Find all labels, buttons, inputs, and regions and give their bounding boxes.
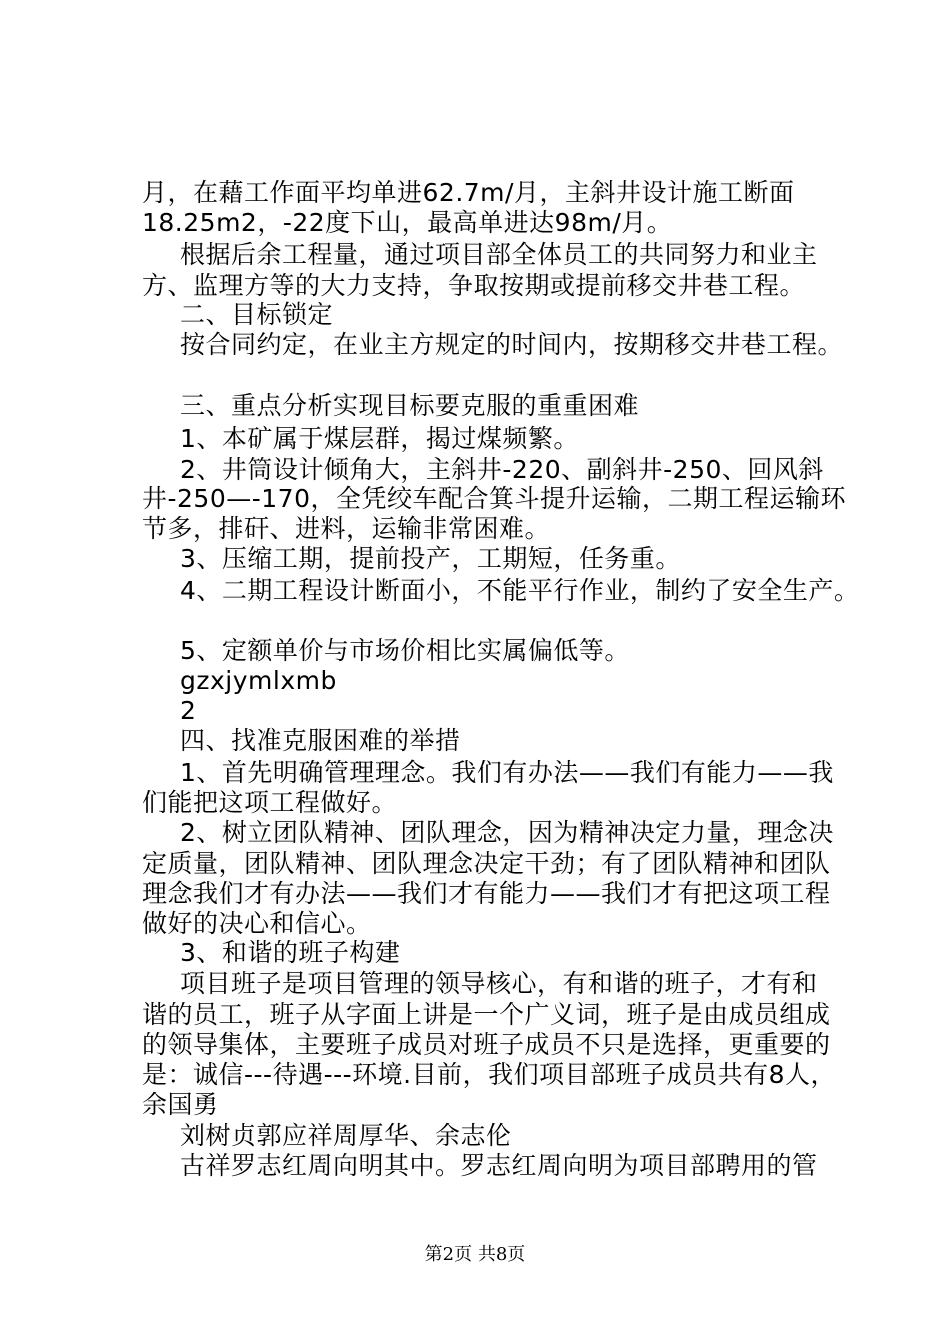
- list-item: 2、树立团队精神、团队理念，因为精神决定力量，理念决: [180, 818, 834, 847]
- text-line: 节多，排矸、进料，运输非常困难。: [142, 514, 551, 543]
- text-line: 做好的决心和信心。: [142, 909, 372, 938]
- text-line: 定质量，团队精神、团队理念决定干劲；有了团队精神和团队: [142, 849, 831, 878]
- text-line: 项目班子是项目管理的领导核心，有和谐的班子，才有和: [180, 969, 818, 998]
- list-item: 1、首先明确管理理念。我们有办法——我们有能力——我: [180, 758, 834, 787]
- text-line: 古祥罗志红周向明其中。罗志红周向明为项目部聘用的管: [180, 1151, 818, 1180]
- list-item: 5、定额单价与市场价相比实属偏低等。: [180, 636, 630, 665]
- text-line: 井-250—-170，全凭绞车配合箕斗提升运输，二期工程运输环: [142, 484, 846, 513]
- text-line: 2: [180, 696, 197, 725]
- section-heading: 二、目标锁定: [180, 300, 334, 329]
- text-line: 理念我们才有办法——我们才有能力——我们才有把这项工程: [142, 879, 831, 908]
- text-line: 刘树贞郭应祥周厚华、余志伦: [180, 1121, 512, 1150]
- text-line: 谐的员工，班子从字面上讲是一个广义词，班子是由成员组成: [142, 1000, 831, 1029]
- text-line: 18.25m2，-22度下山，最高单进达98m/月。: [142, 208, 673, 237]
- text-line: 按合同约定，在业主方规定的时间内，按期移交井巷工程。: [180, 330, 844, 359]
- section-heading: 三、重点分析实现目标要克服的重重困难: [180, 391, 640, 420]
- section-heading: 四、找准克服困难的举措: [180, 726, 461, 755]
- text-line: 月，在藉工作面平均单进62.7m/月，主斜井设计施工断面: [142, 178, 795, 207]
- text-line: 方、监理方等的大力支持，争取按期或提前移交井巷工程。: [142, 271, 806, 300]
- page-number-footer: 第2页 共8页: [424, 1244, 526, 1265]
- list-item: 3、压缩工期，提前投产，工期短，任务重。: [180, 544, 681, 573]
- text-line: 是：诚信---待遇---环境.目前，我们项目部班子成员共有8人，: [142, 1060, 836, 1089]
- list-item: 3、和谐的班子构建: [180, 938, 401, 967]
- list-item: 2、井筒设计倾角大，主斜井-220、副斜井-250、回风斜: [180, 455, 824, 484]
- text-line: 们能把这项工程做好。: [142, 788, 398, 817]
- list-item: 4、二期工程设计断面小，不能平行作业，制约了安全生产。: [180, 576, 860, 605]
- text-line: gzxjymlxmb: [180, 666, 337, 695]
- text-line: 根据后余工程量，通过项目部全体员工的共同努力和业主: [180, 240, 818, 269]
- list-item: 1、本矿属于煤层群，揭过煤频繁。: [180, 424, 579, 453]
- text-line: 的领导集体，主要班子成员对班子成员不只是选择，更重要的: [142, 1030, 831, 1059]
- text-line: 余国勇: [142, 1090, 219, 1119]
